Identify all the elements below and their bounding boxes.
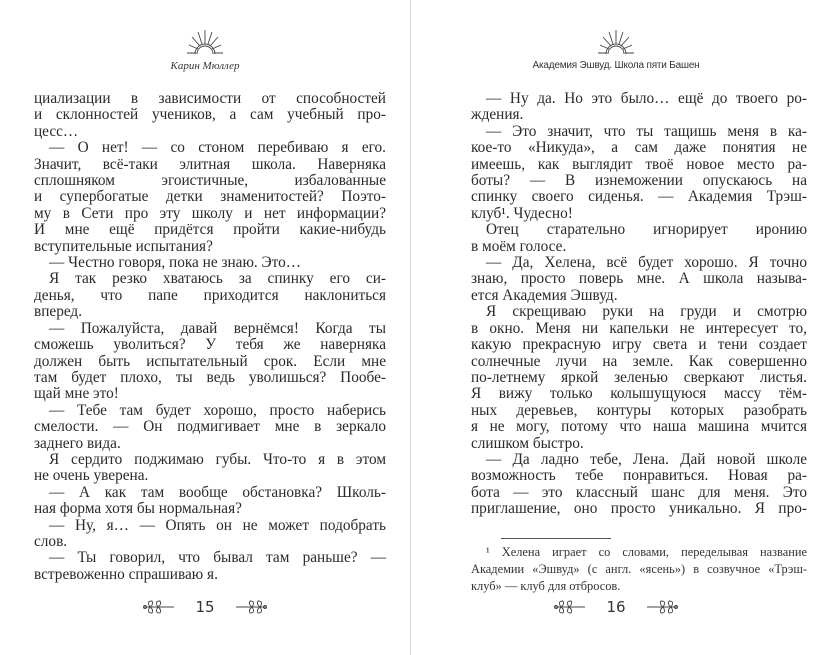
text-line: сможешь уволиться? У тебя же наверняка: [34, 336, 386, 354]
text-line: ¹ Хелена играет со словами, переделывая название: [486, 545, 807, 559]
text-line: — Честно говоря, пока не знаю. Это…: [49, 254, 302, 272]
page-number: 16: [606, 597, 626, 616]
text-line: не очень уверена.: [34, 467, 149, 485]
text-line: — Да, Хелена, всё будет хорошо. Я точно: [486, 254, 807, 272]
text-line: боты? — В изнеможении опускаюсь на: [471, 172, 807, 190]
footnote: [471, 544, 807, 595]
text-line: я не могу, потому что наша машина мчится: [471, 418, 807, 436]
text-line: в окно. Меня ни капельки не интересует то,: [471, 319, 807, 337]
text-line: спинку своего сиденья. — Академия Трэш-: [471, 188, 807, 206]
text-line: вступительные испытания?: [34, 237, 213, 255]
text-line: Я сердито поджимаю губы. Что-то я в этом: [49, 450, 386, 468]
text-line: — Ну да. Но это было… ещё до твоего ро-: [486, 90, 807, 107]
text-line: ждения.: [471, 106, 524, 124]
text-line: ется Академия Эшвуд.: [471, 286, 618, 304]
text-line: имеешь, как выглядит твоё новое место ра-: [471, 155, 807, 173]
text-line: денья, что папе приходится наклониться: [34, 286, 386, 304]
text-line: кое-то «Никуда», а сам даже понятия не: [471, 139, 807, 157]
text-line: в моём голосе.: [471, 237, 567, 255]
text-line: Академии «Эшвуд» (с англ. «ясень») в созвучное «Трэш-: [471, 562, 807, 576]
running-head-title: Академия Эшвуд. Школа пяти Башен: [532, 60, 700, 71]
flourish-left-icon: [142, 600, 176, 614]
text-line: И мне ещё придётся пройти какие-нибудь: [34, 221, 386, 239]
page-header: [0, 28, 410, 72]
text-line: вперед.: [34, 303, 83, 321]
text-line: и супербогатые детки знаменитостей? Поэто-: [34, 188, 386, 206]
text-line: ных деревьев, контуры которых разобрать: [471, 401, 807, 419]
page-header: [411, 28, 820, 71]
text-line: щай мне это!: [34, 385, 119, 403]
text-line: — Ну, я… — Опять он не может подобрать: [49, 516, 386, 534]
text-line: по-летнему яркой зеленью сверкают листья.: [471, 368, 807, 386]
text-line: приглашение, оно просто уникально. Я про-: [471, 500, 807, 518]
text-line: клуб» — клуб для отбросов.: [471, 579, 621, 593]
text-line: му в Сети про эту школу и нет информации?: [34, 204, 386, 222]
running-head-author: Карин Мюллер: [170, 60, 240, 72]
text-line: — Да ладно тебе, Лена. Дай новой школе: [486, 450, 807, 468]
text-line: слишком быстро.: [471, 434, 584, 452]
right-page: [410, 0, 820, 655]
flourish-right-icon: [234, 600, 268, 614]
text-line: — Это значит, что ты тащишь меня в ка-: [486, 122, 807, 140]
text-line: должен быть испытательный срок. Если мне: [34, 352, 386, 370]
text-line: — Пожалуйста, давай вернёмся! Когда ты: [49, 319, 386, 337]
text-line: — А как там вообще обстановка? Школь-: [49, 483, 386, 501]
text-line: солнечные лучи на земле. Как совершенно: [471, 352, 807, 370]
page-folio: [0, 596, 410, 616]
text-line: какую прекрасную игру света и тени создает: [471, 336, 807, 354]
text-line: Отец старательно игнорирует иронию: [486, 221, 807, 239]
page-folio: [411, 596, 820, 616]
text-line: циализации в зависимости от способностей: [34, 90, 386, 107]
text-line: Значит, всё-таки элитная школа. Наверняка: [34, 155, 386, 173]
text-line: Я скрещиваю руки на груди и смотрю: [486, 303, 807, 321]
flourish-left-icon: [553, 600, 587, 614]
text-line: встревоженно спрашиваю я.: [34, 565, 218, 583]
text-line: и склонностей учеников, а сам учебный про-: [34, 106, 386, 124]
text-line: Я вижу только колышущуюся массу тём-: [471, 385, 807, 403]
text-line: возможность тебе понравиться. Новая ра-: [471, 467, 807, 485]
text-line: — Тебе там будет хорошо, просто наберись: [49, 401, 386, 419]
text-line: клуб¹. Чудесно!: [471, 204, 573, 222]
text-line: заднего вида.: [34, 434, 121, 452]
text-line: — О нет! — со стоном перебиваю я его.: [49, 139, 386, 157]
text-line: Я так резко хватаюсь за спинку его си-: [49, 270, 386, 288]
flourish-right-icon: [645, 600, 679, 614]
footnote-rule: [501, 538, 611, 539]
text-line: бота — это классный шанс для меня. Это: [471, 483, 807, 501]
body-text: [34, 91, 386, 583]
page-number: 15: [195, 597, 215, 616]
text-line: сплошняком эгоистичные, избалованные: [34, 172, 386, 190]
body-text: [471, 91, 807, 518]
text-line: — Ты говорил, что бывал там раньше? —: [49, 549, 386, 567]
text-line: смелости. — Он подмигивает мне в зеркало: [34, 418, 386, 436]
text-line: знаю, просто поверь мне. А школа называ-: [471, 270, 807, 288]
text-line: цесс…: [34, 122, 79, 140]
text-line: ная форма хотя бы нормальная?: [34, 500, 242, 518]
rising-sun-ornament-icon: [185, 28, 225, 58]
rising-sun-ornament-icon: [596, 28, 636, 58]
text-line: слов.: [34, 532, 68, 550]
text-line: там будет плохо, ты ведь уволишься? Пообе-: [34, 368, 386, 386]
